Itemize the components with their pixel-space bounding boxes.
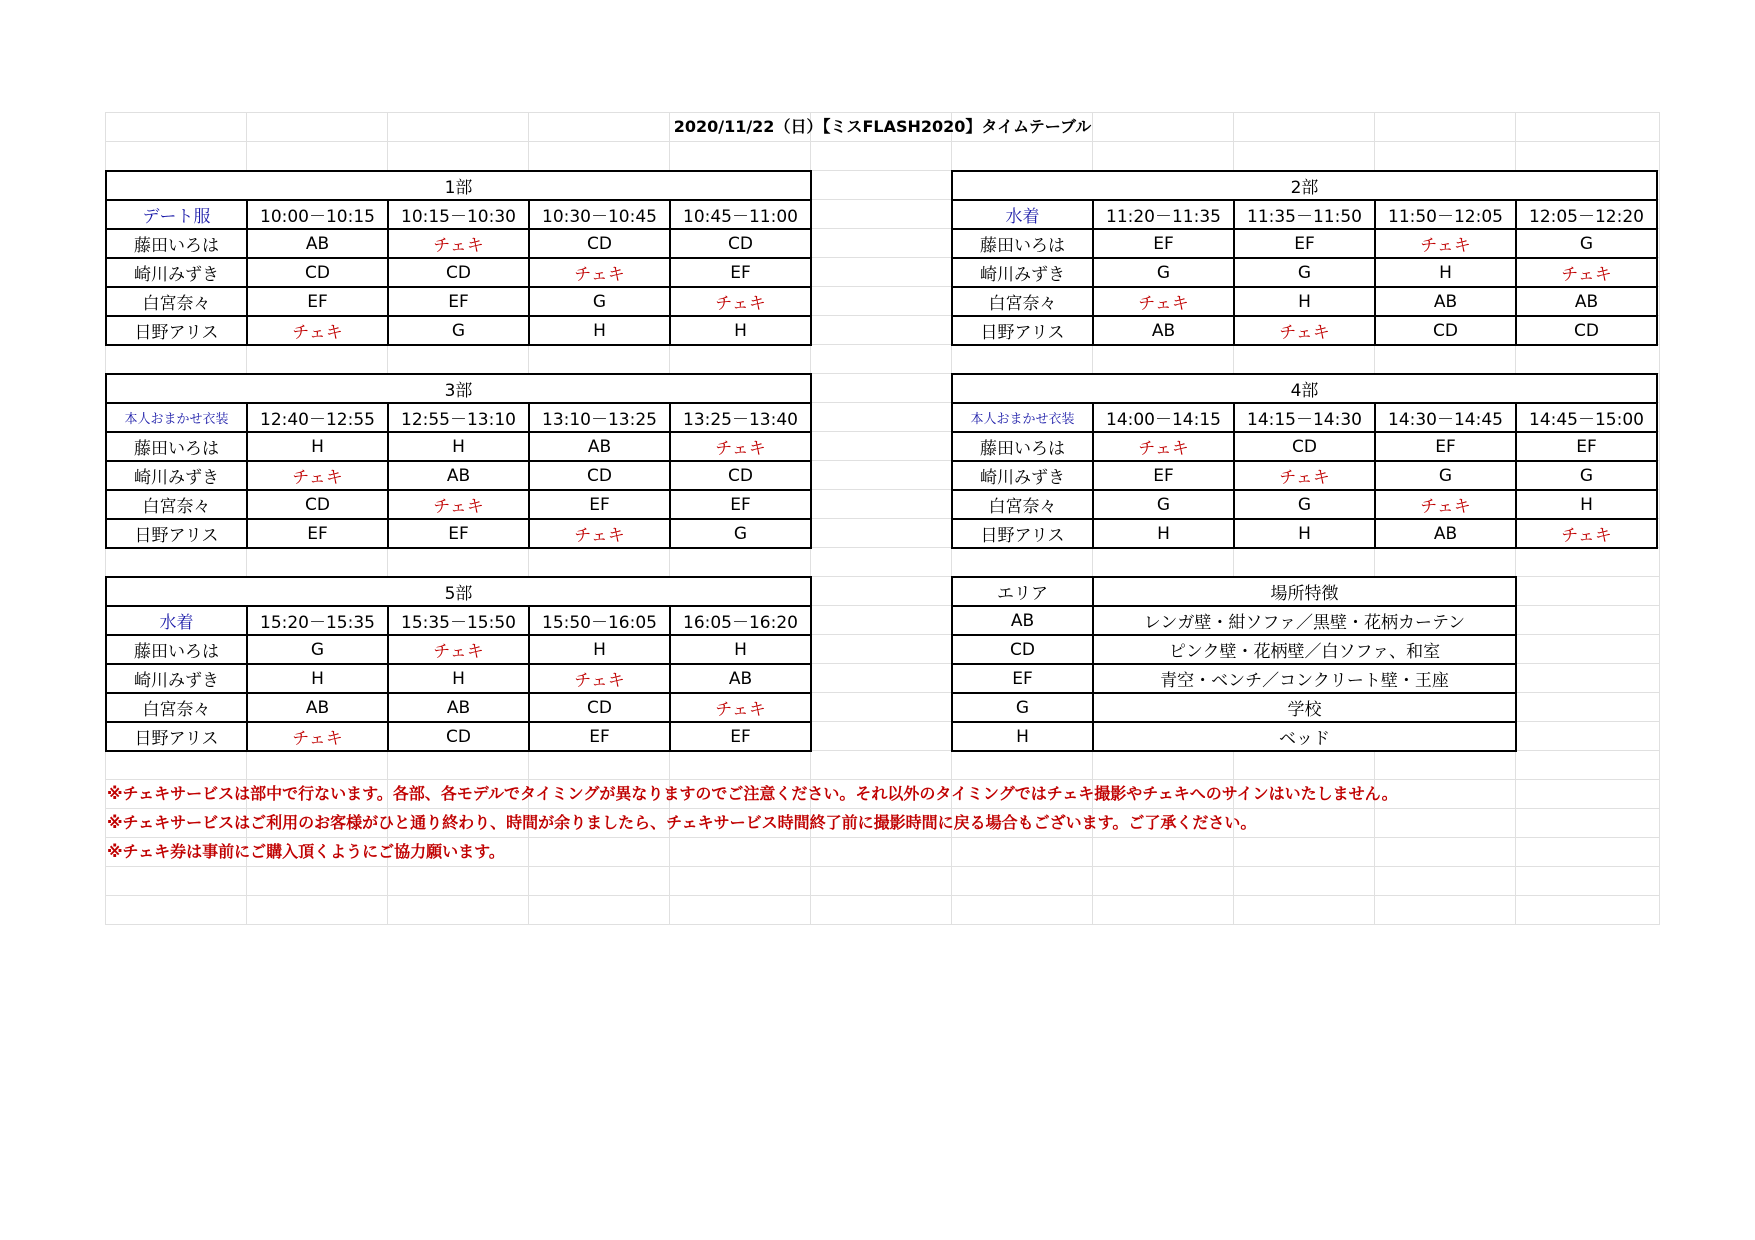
model-row xyxy=(952,316,1657,345)
schedule-cell: チェキ xyxy=(1093,432,1234,461)
schedule-cell: チェキ xyxy=(388,490,529,519)
schedule-cell: チェキ xyxy=(1516,519,1657,548)
schedule-cell: G xyxy=(388,316,529,345)
area-legend-table xyxy=(951,576,1517,752)
schedule-cell: EF xyxy=(670,490,811,519)
schedule-cell: G xyxy=(670,519,811,548)
area-row xyxy=(952,722,1516,751)
schedule-cell: チェキ xyxy=(1516,258,1657,287)
schedule-cell: H xyxy=(529,316,670,345)
time-slot: 13:10－13:25 xyxy=(529,403,670,432)
time-slot: 11:20－11:35 xyxy=(1093,200,1234,229)
model-name: 藤田いろは xyxy=(952,432,1093,461)
gridline-row xyxy=(105,895,1660,896)
model-name: 白宮奈々 xyxy=(106,287,247,316)
model-row xyxy=(106,316,811,345)
model-name: 崎川みずき xyxy=(106,664,247,693)
schedule-cell: H xyxy=(529,635,670,664)
schedule-cell: H xyxy=(1375,258,1516,287)
gridline-row xyxy=(105,141,1660,142)
model-row xyxy=(106,664,811,693)
gridline-col xyxy=(1659,112,1660,924)
schedule-cell: チェキ xyxy=(670,287,811,316)
area-row xyxy=(952,606,1516,635)
model-name: 藤田いろは xyxy=(952,229,1093,258)
model-name: 白宮奈々 xyxy=(952,490,1093,519)
schedule-cell: H xyxy=(670,316,811,345)
model-name: 白宮奈々 xyxy=(106,693,247,722)
session-table xyxy=(951,170,1658,346)
schedule-cell: G xyxy=(1516,229,1657,258)
note-line: ※チェキサービスはご利用のお客様がひと通り終わり、時間が余りましたら、チェキサービス時間終了前に撮影時間に戻る場合もございます。ご了承ください。 xyxy=(107,813,1257,832)
area-code: AB xyxy=(952,606,1093,635)
area-header-desc: 場所特徴 xyxy=(1093,577,1516,606)
time-slot: 14:30－14:45 xyxy=(1375,403,1516,432)
schedule-cell: EF xyxy=(247,287,388,316)
model-row xyxy=(106,722,811,751)
schedule-cell: チェキ xyxy=(670,693,811,722)
session-name: 2部 xyxy=(952,171,1657,200)
time-header-row xyxy=(952,200,1657,229)
schedule-cell: EF xyxy=(529,722,670,751)
schedule-cell: EF xyxy=(670,258,811,287)
schedule-cell: CD xyxy=(670,229,811,258)
time-slot: 14:00－14:15 xyxy=(1093,403,1234,432)
schedule-cell: CD xyxy=(247,258,388,287)
model-name: 白宮奈々 xyxy=(106,490,247,519)
time-slot: 10:45－11:00 xyxy=(670,200,811,229)
gridline-row xyxy=(105,924,1660,925)
model-row xyxy=(952,490,1657,519)
schedule-cell: CD xyxy=(529,693,670,722)
schedule-cell: G xyxy=(1516,461,1657,490)
time-header-row xyxy=(106,606,811,635)
model-name: 日野アリス xyxy=(106,316,247,345)
model-row xyxy=(106,693,811,722)
session-table xyxy=(951,373,1658,549)
area-header-row xyxy=(952,577,1516,606)
area-row xyxy=(952,693,1516,722)
area-code: H xyxy=(952,722,1093,751)
time-slot: 12:40－12:55 xyxy=(247,403,388,432)
model-row xyxy=(106,490,811,519)
schedule-cell: H xyxy=(247,664,388,693)
gridline-row xyxy=(105,866,1660,867)
model-row xyxy=(952,461,1657,490)
schedule-cell: AB xyxy=(388,693,529,722)
model-row xyxy=(106,287,811,316)
session-table xyxy=(105,576,812,752)
schedule-cell: EF xyxy=(1093,461,1234,490)
schedule-cell: H xyxy=(1516,490,1657,519)
session-table xyxy=(105,373,812,549)
schedule-cell: AB xyxy=(670,664,811,693)
model-row xyxy=(952,519,1657,548)
time-slot: 12:05－12:20 xyxy=(1516,200,1657,229)
schedule-cell: AB xyxy=(1516,287,1657,316)
area-description: ベッド xyxy=(1093,722,1516,751)
schedule-cell: H xyxy=(388,664,529,693)
model-row xyxy=(106,519,811,548)
schedule-cell: チェキ xyxy=(1093,287,1234,316)
costume-label: 本人おまかせ衣装 xyxy=(952,403,1093,432)
time-slot: 11:35－11:50 xyxy=(1234,200,1375,229)
schedule-cell: AB xyxy=(1093,316,1234,345)
model-row xyxy=(106,461,811,490)
schedule-cell: AB xyxy=(1375,519,1516,548)
time-slot: 14:15－14:30 xyxy=(1234,403,1375,432)
model-name: 日野アリス xyxy=(106,519,247,548)
schedule-cell: H xyxy=(1093,519,1234,548)
schedule-cell: CD xyxy=(247,490,388,519)
schedule-cell: H xyxy=(1234,287,1375,316)
area-description: レンガ壁・紺ソファ／黒壁・花柄カーテン xyxy=(1093,606,1516,635)
schedule-cell: EF xyxy=(388,287,529,316)
session-header-row xyxy=(106,171,811,200)
time-slot: 10:00－10:15 xyxy=(247,200,388,229)
schedule-cell: EF xyxy=(670,722,811,751)
schedule-cell: チェキ xyxy=(529,519,670,548)
schedule-cell: チェキ xyxy=(1234,461,1375,490)
schedule-cell: チェキ xyxy=(388,229,529,258)
model-row xyxy=(106,432,811,461)
area-header-code: エリア xyxy=(952,577,1093,606)
model-row xyxy=(952,229,1657,258)
schedule-cell: チェキ xyxy=(388,635,529,664)
schedule-cell: チェキ xyxy=(1375,490,1516,519)
schedule-cell: AB xyxy=(529,432,670,461)
model-name: 崎川みずき xyxy=(106,258,247,287)
area-code: EF xyxy=(952,664,1093,693)
time-slot: 13:25－13:40 xyxy=(670,403,811,432)
area-row xyxy=(952,635,1516,664)
schedule-cell: CD xyxy=(1516,316,1657,345)
model-row xyxy=(952,432,1657,461)
session-name: 5部 xyxy=(106,577,811,606)
schedule-cell: CD xyxy=(1234,432,1375,461)
session-name: 4部 xyxy=(952,374,1657,403)
schedule-cell: チェキ xyxy=(1234,316,1375,345)
note-line: ※チェキ券は事前にご購入頂くようにご協力願います。 xyxy=(107,842,505,861)
model-row xyxy=(952,258,1657,287)
model-name: 崎川みずき xyxy=(106,461,247,490)
schedule-cell: EF xyxy=(1516,432,1657,461)
timetable-sheet xyxy=(105,112,1660,935)
costume-label: 本人おまかせ衣装 xyxy=(106,403,247,432)
time-slot: 12:55－13:10 xyxy=(388,403,529,432)
time-slot: 11:50－12:05 xyxy=(1375,200,1516,229)
area-code: G xyxy=(952,693,1093,722)
time-header-row xyxy=(106,403,811,432)
model-row xyxy=(952,287,1657,316)
model-name: 日野アリス xyxy=(952,316,1093,345)
area-description: ピンク壁・花柄壁／白ソファ、和室 xyxy=(1093,635,1516,664)
model-name: 日野アリス xyxy=(952,519,1093,548)
model-row xyxy=(106,258,811,287)
schedule-cell: H xyxy=(1234,519,1375,548)
schedule-cell: チェキ xyxy=(247,316,388,345)
time-header-row xyxy=(106,200,811,229)
session-table xyxy=(105,170,812,346)
schedule-cell: チェキ xyxy=(670,432,811,461)
time-slot: 16:05－16:20 xyxy=(670,606,811,635)
schedule-cell: CD xyxy=(529,461,670,490)
area-description: 学校 xyxy=(1093,693,1516,722)
schedule-cell: チェキ xyxy=(247,722,388,751)
session-header-row xyxy=(952,374,1657,403)
session-name: 3部 xyxy=(106,374,811,403)
schedule-cell: G xyxy=(1093,490,1234,519)
schedule-cell: CD xyxy=(670,461,811,490)
page-title: 2020/11/22（日）【ミスFLASH2020】タイムテーブル xyxy=(673,117,1092,136)
session-header-row xyxy=(106,374,811,403)
schedule-cell: EF xyxy=(1234,229,1375,258)
schedule-cell: G xyxy=(529,287,670,316)
session-header-row xyxy=(106,577,811,606)
costume-label: 水着 xyxy=(106,606,247,635)
schedule-cell: チェキ xyxy=(529,664,670,693)
time-slot: 15:50－16:05 xyxy=(529,606,670,635)
schedule-cell: AB xyxy=(388,461,529,490)
time-header-row xyxy=(952,403,1657,432)
schedule-cell: チェキ xyxy=(1375,229,1516,258)
model-name: 藤田いろは xyxy=(106,229,247,258)
model-row xyxy=(106,635,811,664)
schedule-cell: チェキ xyxy=(247,461,388,490)
time-slot: 10:30－10:45 xyxy=(529,200,670,229)
schedule-cell: H xyxy=(670,635,811,664)
costume-label: デート服 xyxy=(106,200,247,229)
schedule-cell: H xyxy=(388,432,529,461)
schedule-cell: CD xyxy=(388,722,529,751)
schedule-cell: EF xyxy=(247,519,388,548)
schedule-cell: EF xyxy=(529,490,670,519)
schedule-cell: CD xyxy=(529,229,670,258)
area-code: CD xyxy=(952,635,1093,664)
time-slot: 10:15－10:30 xyxy=(388,200,529,229)
schedule-cell: H xyxy=(247,432,388,461)
model-row xyxy=(106,229,811,258)
schedule-cell: チェキ xyxy=(529,258,670,287)
time-slot: 15:20－15:35 xyxy=(247,606,388,635)
model-name: 崎川みずき xyxy=(952,258,1093,287)
schedule-cell: CD xyxy=(1375,316,1516,345)
time-slot: 14:45－15:00 xyxy=(1516,403,1657,432)
schedule-cell: G xyxy=(1234,490,1375,519)
schedule-cell: AB xyxy=(1375,287,1516,316)
model-name: 白宮奈々 xyxy=(952,287,1093,316)
session-name: 1部 xyxy=(106,171,811,200)
area-row xyxy=(952,664,1516,693)
model-name: 日野アリス xyxy=(106,722,247,751)
model-name: 崎川みずき xyxy=(952,461,1093,490)
schedule-cell: AB xyxy=(247,229,388,258)
note-line: ※チェキサービスは部中で行ないます。各部、各モデルでタイミングが異なりますのでご注意ください。それ以外のタイミングではチェキ撮影やチェキへのサインはいたしません。 xyxy=(107,784,1398,803)
schedule-cell: EF xyxy=(1093,229,1234,258)
schedule-cell: G xyxy=(1234,258,1375,287)
schedule-cell: G xyxy=(1375,461,1516,490)
schedule-cell: G xyxy=(247,635,388,664)
schedule-cell: EF xyxy=(1375,432,1516,461)
session-header-row xyxy=(952,171,1657,200)
time-slot: 15:35－15:50 xyxy=(388,606,529,635)
schedule-cell: AB xyxy=(247,693,388,722)
area-description: 青空・ベンチ／コンクリート壁・王座 xyxy=(1093,664,1516,693)
schedule-cell: G xyxy=(1093,258,1234,287)
costume-label: 水着 xyxy=(952,200,1093,229)
model-name: 藤田いろは xyxy=(106,432,247,461)
model-name: 藤田いろは xyxy=(106,635,247,664)
schedule-cell: CD xyxy=(388,258,529,287)
schedule-cell: EF xyxy=(388,519,529,548)
